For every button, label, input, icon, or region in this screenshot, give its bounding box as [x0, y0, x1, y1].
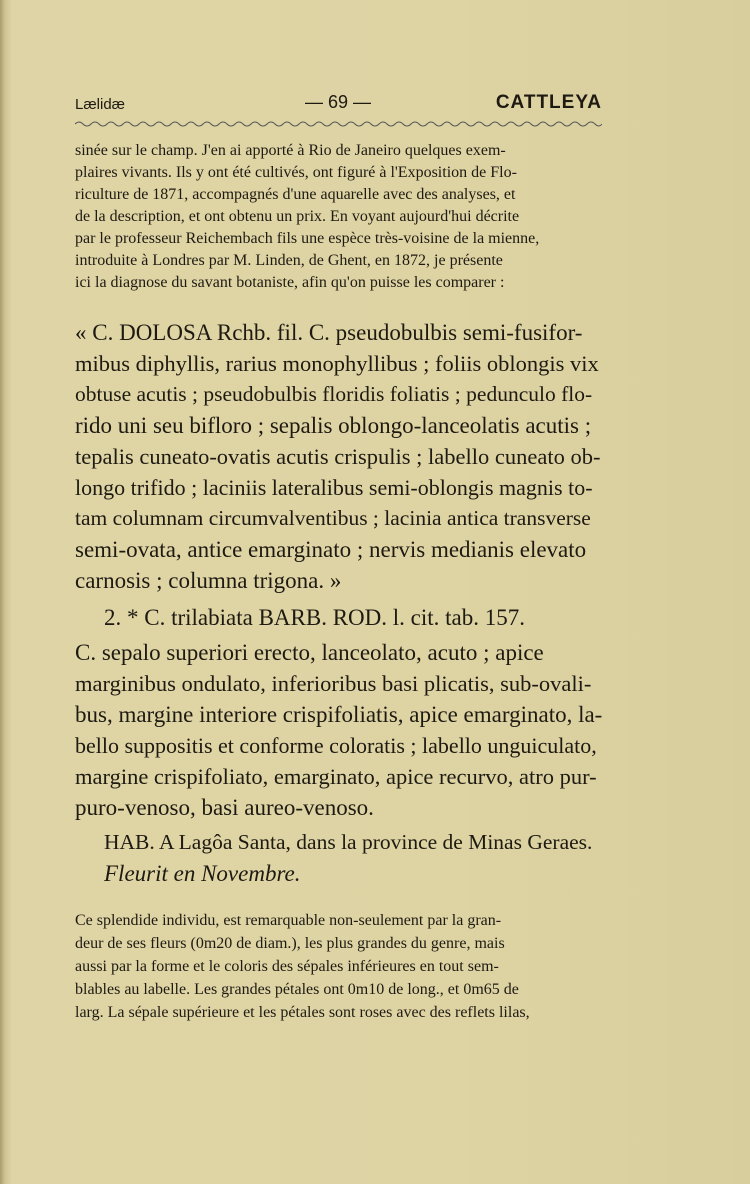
- intro-line: sinée sur le champ. J'en ai apporté à Rio de Janeiro quelques exem-: [75, 142, 506, 159]
- note-line: deur de ses fleurs (0m20 de diam.), les plus grandes du genre, mais: [75, 935, 505, 952]
- intro-line: ici la diagnose du savant botaniste, afin qu'on puisse les comparer :: [75, 274, 505, 291]
- dolosa-line: tepalis cuneato-ovatis acutis crispulis ; labello cuneato ob-: [75, 444, 601, 469]
- intro-line: plaires vivants. Ils y ont été cultivés, ont figuré à l'Exposition de Flo-: [75, 164, 517, 181]
- dolosa-line: rido uni seu bifloro ; sepalis oblongo-lanceolatis acutis ;: [75, 413, 592, 438]
- note-line: Ce splendide individu, est remarquable non-seulement par la gran-: [75, 912, 502, 929]
- intro-line: de la description, et ont obtenu un prix. En voyant aujourd'hui décrite: [75, 208, 520, 225]
- header-genus-name: CATTLEYA: [495, 92, 602, 113]
- dolosa-line: tam columnam circumvalventibus ; lacinia antica transverse: [75, 506, 591, 530]
- trilabiata-line: bus, margine interiore crispifoliatis, apice emarginato, la-: [75, 702, 602, 727]
- trilabiata-line: marginibus ondulato, inferioribus basi plicatis, sub-ovali-: [75, 671, 592, 696]
- intro-line: par le professeur Reichembach fils une espèce très-voisine de la mienne,: [75, 230, 540, 247]
- header-wavy-rule: [75, 119, 602, 129]
- trilabiata-line: puro-venoso, basi aureo-venoso.: [75, 795, 374, 820]
- trilabiata-line: C. sepalo superiori erecto, lanceolato, acuto ; apice: [75, 640, 544, 665]
- note-line: blables au labelle. Les grandes pétales ont 0m10 de long., et 0m65 de: [75, 981, 519, 998]
- dolosa-line: longo trifido ; laciniis lateralibus semi-oblongis magnis to-: [75, 475, 593, 500]
- dolosa-line: obtuse acutis ; pseudobulbis floridis foliatis ; pedunculo flo-: [75, 382, 593, 406]
- running-header: [75, 92, 602, 122]
- intro-line: riculture de 1871, accompagnés d'une aquarelle avec des analyses, et: [75, 186, 516, 203]
- note-line: larg. La sépale supérieure et les pétales sont roses avec des reflets lilas,: [75, 1004, 530, 1021]
- species-heading: 2. * C. trilabiata BARB. ROD. l. cit. tab. 157.: [104, 605, 525, 630]
- intro-line: introduite à Londres par M. Linden, de Ghent, en 1872, je présente: [75, 252, 503, 269]
- dolosa-line: « C. DOLOSA Rchb. fil. C. pseudobulbis semi-fusifor-: [75, 320, 583, 345]
- dolosa-line: semi-ovata, antice emarginato ; nervis medianis elevato: [75, 537, 587, 562]
- flowering-line: Fleurit en Novembre.: [104, 861, 301, 886]
- habitat-line: HAB. A Lagôa Santa, dans la province de Minas Geraes.: [104, 830, 593, 854]
- page-number: — 69 —: [305, 92, 372, 112]
- header-family-name: Lælidæ: [75, 96, 126, 113]
- note-line: aussi par la forme et le coloris des sépales inférieures en tout sem-: [75, 958, 499, 975]
- dolosa-line: mibus diphyllis, rarius monophyllibus ; foliis oblongis vix: [75, 351, 599, 376]
- trilabiata-line: bello suppositis et conforme coloratis ; labello unguiculato,: [75, 733, 597, 758]
- trilabiata-line: margine crispifoliato, emarginato, apice recurvo, atro pur-: [75, 764, 597, 789]
- dolosa-line: carnosis ; columna trigona. »: [75, 568, 342, 593]
